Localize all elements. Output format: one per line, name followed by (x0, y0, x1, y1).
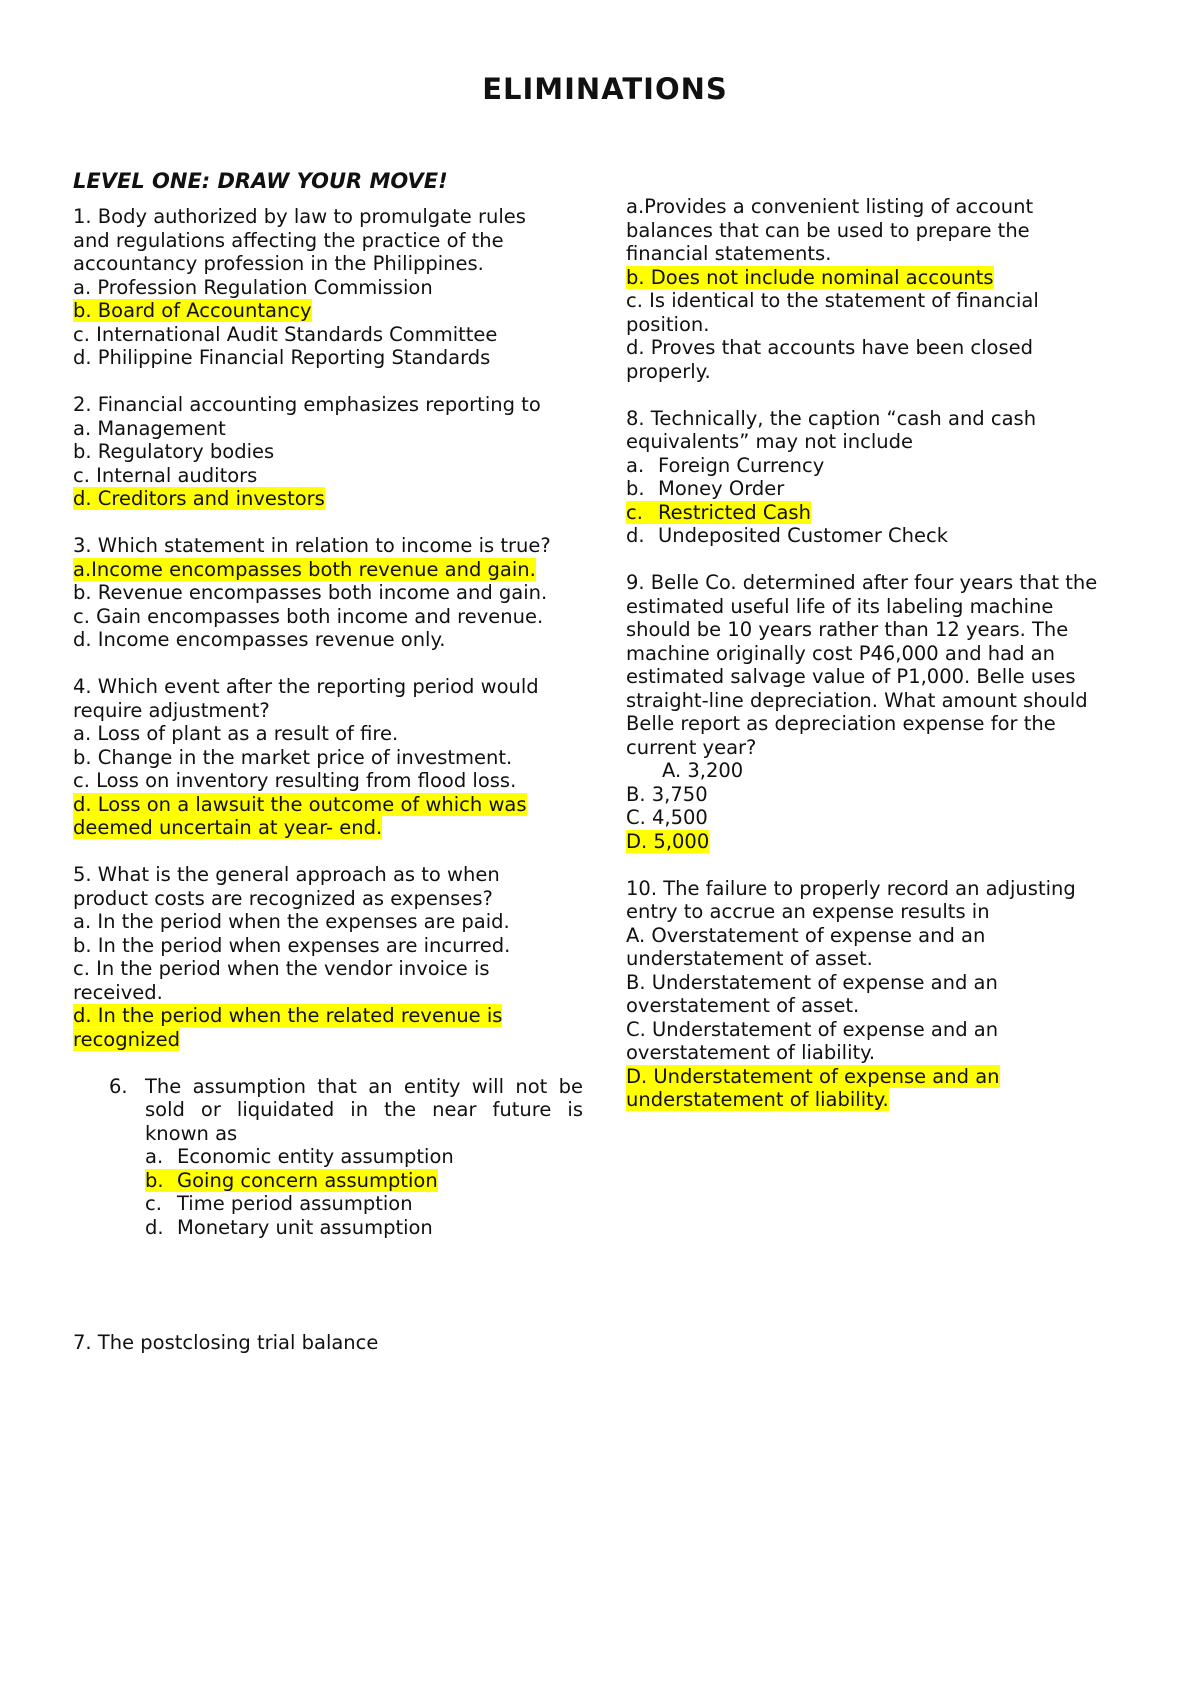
option-2d-answer: d. Creditors and investors (73, 487, 325, 510)
question-8-stem: 8. Technically, the caption “cash and cash equivalents” may not include (626, 406, 1037, 453)
option-10a: A. Overstatement of expense and an understatement of asset. (626, 923, 986, 970)
question-1-stem: 1. Body authorized by law to promulgate rules and regulations affecting the practice of the accountancy profession in the Philippines. (73, 205, 526, 275)
option-6b-answer: b. Going concern assumption (145, 1168, 438, 1192)
question-1 (73, 205, 593, 370)
question-6-number: 6. (109, 1074, 128, 1098)
option-3d: d. Income encompasses revenue only. (73, 628, 446, 651)
option-5b: b. In the period when expenses are incurred. (73, 933, 511, 957)
option-2a: a. Management (73, 416, 226, 440)
question-3-stem: 3. Which statement in relation to income is true? (73, 534, 551, 557)
question-4 (73, 675, 593, 840)
option-5a: a. In the period when the expenses are paid. (73, 910, 510, 933)
option-7b-answer: b. Does not include nominal accounts (626, 265, 994, 289)
option-6a: a. Economic entity assumption (145, 1145, 454, 1168)
option-6c: c. Time period assumption (145, 1192, 413, 1215)
option-9b: B. 3,750 (626, 782, 708, 806)
option-10c: C. Understatement of expense and an overstatement of liability. (626, 1017, 999, 1064)
option-10b: B. Understatement of expense and an overstatement of asset. (626, 970, 998, 1017)
left-column (73, 167, 593, 1263)
option-2c: c. Internal auditors (73, 463, 258, 487)
option-8d: d. Undeposited Customer Check (626, 524, 949, 547)
option-3b: b. Revenue encompasses both income and gain. (73, 581, 548, 604)
question-6-text: The assumption that an entity will not be sold or liquidated in the near future is known as (145, 1074, 583, 1145)
option-2b: b. Regulatory bodies (73, 440, 275, 463)
option-9a: A. 3,200 (662, 759, 744, 782)
option-8b: b. Money Order (626, 477, 785, 500)
option-5d-answer: d. In the period when the related revenue is recognized (73, 1004, 503, 1051)
option-9c: C. 4,500 (626, 806, 708, 829)
question-7-stem: 7. The postclosing trial balance (73, 1331, 379, 1354)
page-title: ELIMINATIONS (482, 72, 728, 106)
question-10 (626, 877, 1136, 1112)
question-8 (626, 407, 1136, 548)
option-3c: c. Gain encompasses both income and revenue. (73, 604, 544, 628)
option-8a: a. Foreign Currency (626, 453, 825, 477)
option-7c: c. Is identical to the statement of financial position. (626, 289, 1039, 336)
option-4a: a. Loss of plant as a result of fire. (73, 722, 399, 745)
option-1d: d. Philippine Financial Reporting Standards (73, 346, 491, 369)
option-1b-answer: b. Board of Accountancy (73, 299, 312, 322)
right-column (626, 195, 1136, 1135)
option-10d-answer: D. Understatement of expense and an understatement of liability. (626, 1064, 1000, 1111)
question-10-stem: 10. The failure to properly record an adjusting entry to accrue an expense results in (626, 876, 1076, 923)
option-4b: b. Change in the market price of investment. (73, 745, 513, 769)
option-3a-answer: a.Income encompasses both revenue and gain. (73, 557, 536, 581)
option-4c: c. Loss on inventory resulting from flood loss. (73, 769, 517, 792)
option-1a: a. Profession Regulation Commission (73, 275, 433, 299)
option-7d: d. Proves that accounts have been closed properly. (626, 336, 1034, 383)
question-5-stem: 5. What is the general approach as to when product costs are recognized as expenses? (73, 863, 500, 910)
option-4d-answer: d. Loss on a lawsuit the outcome of which was deemed uncertain at year- end. (73, 792, 527, 839)
question-2-stem: 2. Financial accounting emphasizes reporting to (73, 393, 541, 416)
question-3 (73, 534, 593, 652)
option-1c: c. International Audit Standards Committee (73, 322, 498, 346)
option-8c-answer: c. Restricted Cash (626, 500, 811, 524)
question-6-stem (109, 1075, 593, 1146)
question-7-options (626, 195, 1136, 383)
option-9d-answer: D. 5,000 (626, 829, 710, 853)
question-9 (626, 571, 1136, 853)
question-6-options (145, 1145, 593, 1239)
question-2 (73, 393, 593, 511)
question-5 (73, 863, 593, 1051)
option-5c: c. In the period when the vendor invoice is received. (73, 957, 490, 1004)
level-heading: LEVEL ONE: DRAW YOUR MOVE! (73, 169, 448, 193)
option-6d: d. Monetary unit assumption (145, 1215, 433, 1239)
question-9-stem: 9. Belle Co. determined after four years that the estimated useful life of its labeling machine should be 10 years rather than 12 years. The machine originally cost P46,000 and had an estimated salvage value of P1,000. Belle uses straight-line depreciation. What amount should Belle report as depreciation expense for the current year? (626, 571, 1098, 759)
option-7a: a.Provides a convenient listing of account balances that can be used to prepare the financial statements. (626, 195, 1034, 265)
question-4-stem: 4. Which event after the reporting period would require adjustment? (73, 675, 539, 722)
question-6 (109, 1075, 593, 1240)
